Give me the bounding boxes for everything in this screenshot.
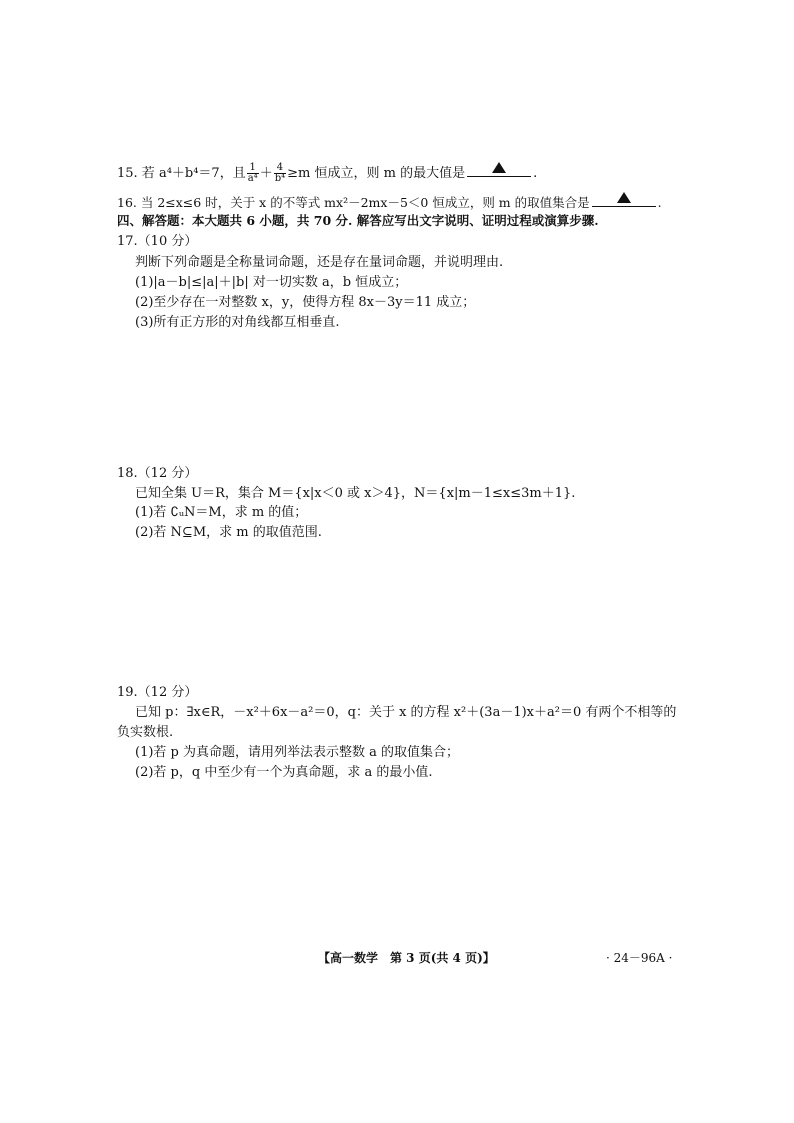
q15-frac1-denominator: a⁴ <box>247 173 258 184</box>
q15-frac2-numerator: 4 <box>274 163 286 174</box>
q17-header: 17.（10 分） <box>117 234 198 249</box>
q16-text: 16. 当 2≤x≤6 时，关于 x 的不等式 mx²－2mx－5＜0 恒成立，则 m 的取值集合是 <box>117 195 590 210</box>
q16-end: . <box>657 195 662 210</box>
q17-item-3: (3)所有正方形的对角线都互相垂直. <box>135 315 340 330</box>
q15-fraction-1 <box>247 163 259 184</box>
q17-item-2: (2)至少存在一对整数 x，y，使得方程 8x－3y＝11 成立； <box>135 295 476 310</box>
q15-frac1-numerator: 1 <box>247 163 259 174</box>
q15-suffix: ≥m 恒成立，则 m 的最大值是 <box>287 166 466 181</box>
paper-code: · 24－96A · <box>606 951 673 965</box>
q17-item-1: (1)|a－b|≤|a|＋|b| 对一切实数 a，b 恒成立； <box>135 275 408 290</box>
q15-answer-blank <box>467 163 531 177</box>
q15-end: . <box>533 166 538 181</box>
q18-intro: 已知全集 U＝R，集合 M＝{x|x＜0 或 x＞4}，N＝{x|m－1≤x≤3m＋1}. <box>135 486 576 501</box>
q15-frac2-denominator: b⁴ <box>274 173 286 184</box>
q15-plus: ＋ <box>259 166 273 181</box>
q17-intro: 判断下列命题是全称量词命题，还是存在量词命题，并说明理由. <box>135 255 504 270</box>
q16-answer-blank <box>592 193 656 207</box>
triangle-marker-icon <box>617 192 631 203</box>
q15-fraction-2 <box>274 163 286 184</box>
q19-item-2: (2)若 p，q 中至少有一个为真命题，求 a 的最小值. <box>135 765 433 780</box>
question-15 <box>117 163 537 184</box>
q18-item-1: (1)若 ∁ᵤN＝M，求 m 的值； <box>135 505 308 520</box>
q19-intro-line-2: 负实数根. <box>117 725 174 740</box>
triangle-marker-icon <box>492 162 506 173</box>
q19-header: 19.（12 分） <box>117 685 198 700</box>
q18-item-2: (2)若 N⊆M，求 m 的取值范围. <box>135 525 322 540</box>
q18-header: 18.（12 分） <box>117 466 198 481</box>
q19-item-1: (1)若 p 为真命题，请用列举法表示整数 a 的取值集合； <box>135 745 460 760</box>
q19-intro-line-1: 已知 p：∃x∈R，－x²＋6x－a²＝0，q：关于 x 的方程 x²＋(3a－1)x＋a²＝0 有两个不相等的 <box>135 705 677 720</box>
page-footer-label: 【高一数学 第 3 页(共 4 页)】 <box>318 951 495 965</box>
q15-prefix: 15. 若 a⁴＋b⁴＝7，且 <box>117 166 246 181</box>
section-4-heading: 四、解答题：本大题共 6 小题，共 70 分. 解答应写出文字说明、证明过程或演算步骤. <box>117 213 599 228</box>
question-16 <box>117 193 662 211</box>
